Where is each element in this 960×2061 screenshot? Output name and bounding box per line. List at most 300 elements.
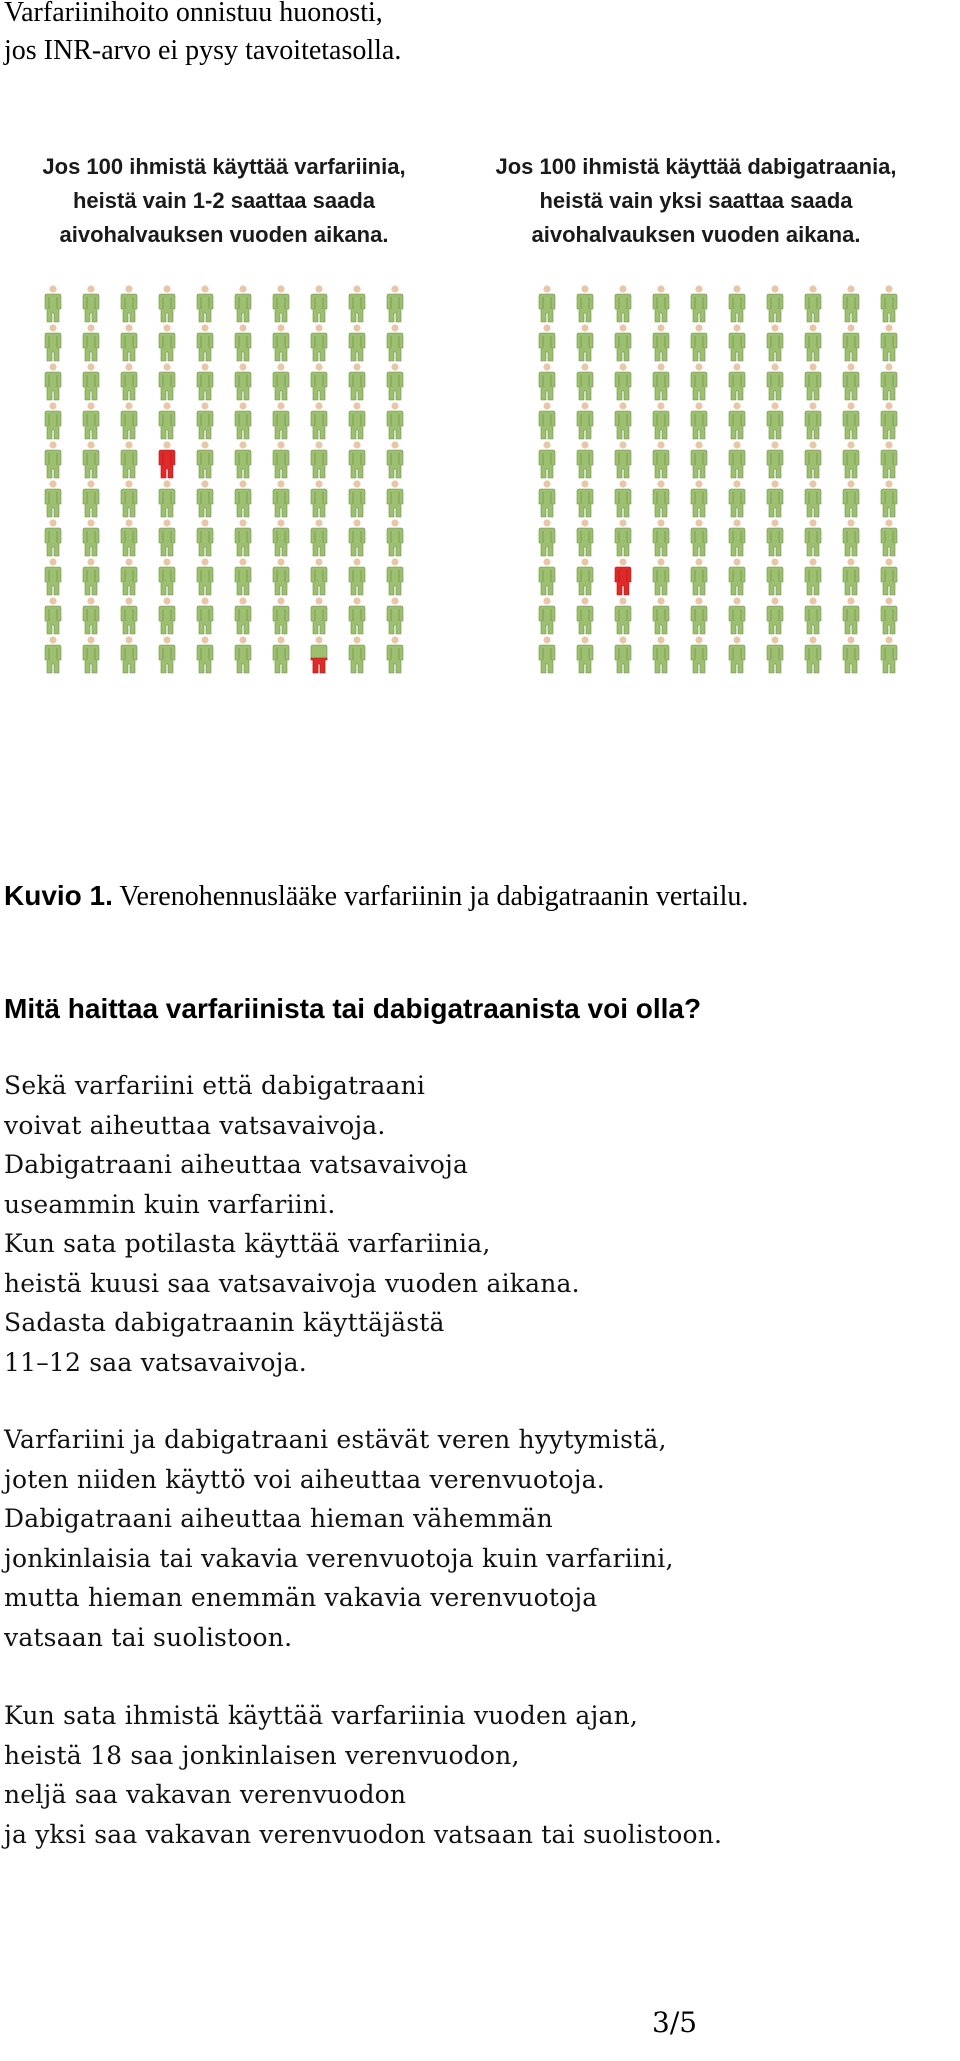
person-icon	[878, 519, 900, 557]
person-icon	[536, 558, 558, 596]
person-icon	[300, 518, 338, 557]
paragraph-line: Varfariini ja dabigatraani estävät veren hyytymistä,	[4, 1425, 667, 1454]
person-icon	[110, 596, 148, 635]
person-icon	[224, 440, 262, 479]
person-icon	[566, 323, 604, 362]
person-icon	[308, 558, 330, 596]
person-icon	[270, 363, 292, 401]
person-icon	[840, 363, 862, 401]
person-icon	[680, 635, 718, 674]
person-icon	[832, 323, 870, 362]
person-icon	[338, 557, 376, 596]
person-icon	[794, 440, 832, 479]
person-icon	[566, 479, 604, 518]
person-icon	[42, 597, 64, 635]
person-icon	[612, 285, 634, 323]
person-icon	[726, 519, 748, 557]
person-icon	[840, 441, 862, 479]
person-icon	[42, 636, 64, 674]
person-icon	[756, 284, 794, 323]
person-icon	[870, 323, 908, 362]
person-icon	[718, 557, 756, 596]
person-icon	[650, 402, 672, 440]
person-icon	[156, 324, 178, 362]
person-icon	[802, 597, 824, 635]
person-icon	[642, 635, 680, 674]
person-icon	[726, 441, 748, 479]
person-icon	[262, 635, 300, 674]
person-icon	[232, 519, 254, 557]
person-icon	[338, 362, 376, 401]
person-icon	[80, 597, 102, 635]
person-icon	[80, 558, 102, 596]
paragraph-line: ja yksi saa vakavan verenvuodon vatsaan tai suolistoon.	[4, 1819, 723, 1849]
person-icon	[688, 480, 710, 518]
person-icon	[528, 596, 566, 635]
person-icon	[794, 362, 832, 401]
person-icon	[870, 401, 908, 440]
person-icon	[642, 401, 680, 440]
person-icon	[42, 363, 64, 401]
person-icon	[118, 558, 140, 596]
left-figure-caption	[4, 150, 444, 252]
paragraph-line: useammin kuin varfariini.	[4, 1189, 336, 1219]
person-icon	[376, 401, 414, 440]
person-icon	[726, 636, 748, 674]
person-icon	[384, 519, 406, 557]
person-icon	[156, 558, 178, 596]
person-icon	[650, 363, 672, 401]
person-icon	[802, 285, 824, 323]
person-icon	[224, 284, 262, 323]
person-icon	[42, 441, 64, 479]
person-icon	[604, 284, 642, 323]
person-icon	[384, 597, 406, 635]
person-icon	[384, 558, 406, 596]
person-icon	[566, 362, 604, 401]
person-icon	[300, 401, 338, 440]
person-icon	[878, 285, 900, 323]
person-icon	[270, 402, 292, 440]
person-icon	[72, 518, 110, 557]
person-icon	[34, 596, 72, 635]
person-icon	[270, 597, 292, 635]
person-icon	[80, 402, 102, 440]
person-icon	[832, 362, 870, 401]
person-icon	[536, 285, 558, 323]
person-icon	[718, 596, 756, 635]
person-icon	[72, 362, 110, 401]
person-icon	[186, 323, 224, 362]
person-icon	[870, 362, 908, 401]
person-icon	[42, 324, 64, 362]
person-icon	[270, 636, 292, 674]
person-icon	[574, 285, 596, 323]
person-icon	[802, 363, 824, 401]
person-icon	[764, 285, 786, 323]
person-icon	[726, 285, 748, 323]
person-icon	[156, 285, 178, 323]
person-icon	[186, 635, 224, 674]
person-icon	[680, 401, 718, 440]
paragraph-line: neljä saa vakavan verenvuodon	[4, 1780, 407, 1809]
person-icon	[832, 635, 870, 674]
person-icon	[42, 402, 64, 440]
person-icon	[650, 636, 672, 674]
person-icon	[794, 401, 832, 440]
person-icon	[688, 402, 710, 440]
person-icon	[376, 479, 414, 518]
person-icon	[612, 441, 634, 479]
person-icon	[604, 479, 642, 518]
person-icon	[680, 323, 718, 362]
person-icon	[574, 402, 596, 440]
person-icon	[764, 441, 786, 479]
person-icon	[642, 362, 680, 401]
person-icon	[110, 401, 148, 440]
person-icon	[262, 362, 300, 401]
person-icon	[756, 479, 794, 518]
person-icon	[194, 480, 216, 518]
person-icon	[688, 324, 710, 362]
person-icon	[148, 284, 186, 323]
affected-person-icon	[300, 635, 338, 674]
paragraph-line: heistä 18 saa jonkinlaisen verenvuodon,	[4, 1740, 520, 1770]
person-icon	[346, 441, 368, 479]
person-icon	[42, 285, 64, 323]
person-icon	[118, 441, 140, 479]
person-icon	[680, 479, 718, 518]
person-icon	[194, 441, 216, 479]
person-icon	[840, 324, 862, 362]
person-icon	[300, 596, 338, 635]
person-icon	[756, 362, 794, 401]
person-icon	[232, 480, 254, 518]
person-icon	[232, 441, 254, 479]
person-icon	[224, 401, 262, 440]
person-icon	[528, 401, 566, 440]
figure-caption-text: Verenohennuslääke varfariinin ja dabigatraanin vertailu.	[112, 881, 749, 912]
person-icon	[80, 441, 102, 479]
person-icon	[528, 518, 566, 557]
person-icon	[574, 558, 596, 596]
person-icon	[566, 557, 604, 596]
person-icon	[726, 363, 748, 401]
person-icon	[346, 558, 368, 596]
person-icon	[566, 635, 604, 674]
person-icon	[42, 519, 64, 557]
person-icon	[308, 324, 330, 362]
paragraph-line: Dabigatraani aiheuttaa vatsavaivoja	[4, 1150, 469, 1179]
person-icon	[840, 285, 862, 323]
person-icon	[110, 440, 148, 479]
person-icon	[528, 440, 566, 479]
person-icon	[764, 519, 786, 557]
person-icon	[338, 401, 376, 440]
paragraph-line: mutta hieman enemmän vakavia verenvuotoja	[4, 1583, 598, 1612]
person-icon	[384, 480, 406, 518]
person-icon	[110, 557, 148, 596]
person-icon	[688, 285, 710, 323]
person-icon	[756, 557, 794, 596]
paragraph-line: vatsaan tai suolistoon.	[4, 1622, 293, 1652]
caption-line: heistä vain yksi saattaa saada	[539, 188, 853, 213]
person-icon	[118, 285, 140, 323]
person-icon	[764, 363, 786, 401]
person-icon	[528, 557, 566, 596]
person-icon	[148, 362, 186, 401]
person-icon	[612, 636, 634, 674]
person-icon	[878, 324, 900, 362]
person-icon	[528, 479, 566, 518]
person-icon	[536, 441, 558, 479]
person-icon	[338, 635, 376, 674]
person-icon	[80, 636, 102, 674]
person-icon	[346, 519, 368, 557]
person-icon	[384, 285, 406, 323]
person-icon	[156, 636, 178, 674]
person-icon	[224, 362, 262, 401]
person-icon	[110, 362, 148, 401]
person-icon	[308, 363, 330, 401]
page-number: 3/5	[652, 2006, 698, 2039]
person-icon	[270, 285, 292, 323]
person-icon	[72, 479, 110, 518]
person-icon	[34, 440, 72, 479]
person-icon	[574, 636, 596, 674]
person-icon	[194, 402, 216, 440]
person-icon	[156, 363, 178, 401]
person-icon	[528, 323, 566, 362]
person-icon	[878, 402, 900, 440]
person-icon	[194, 324, 216, 362]
person-icon	[34, 284, 72, 323]
person-icon	[270, 441, 292, 479]
person-icon	[878, 597, 900, 635]
person-icon	[794, 596, 832, 635]
person-icon	[156, 441, 178, 479]
caption-line: aivohalvauksen vuoden aikana.	[59, 222, 389, 247]
person-icon	[186, 596, 224, 635]
affected-person-icon	[148, 440, 186, 479]
person-icon	[650, 324, 672, 362]
person-icon	[232, 363, 254, 401]
person-icon	[376, 596, 414, 635]
person-icon	[840, 636, 862, 674]
person-icon	[680, 362, 718, 401]
person-icon	[832, 401, 870, 440]
person-icon	[308, 519, 330, 557]
person-icon	[612, 558, 634, 596]
person-icon	[262, 401, 300, 440]
intro-text	[4, 0, 401, 70]
person-icon	[308, 480, 330, 518]
person-icon	[110, 518, 148, 557]
person-icon	[604, 635, 642, 674]
person-icon	[870, 557, 908, 596]
person-icon	[384, 363, 406, 401]
person-icon	[878, 363, 900, 401]
person-icon	[384, 636, 406, 674]
person-icon	[756, 440, 794, 479]
affected-person-icon	[604, 557, 642, 596]
person-icon	[186, 479, 224, 518]
person-icon	[34, 479, 72, 518]
person-icon	[650, 285, 672, 323]
person-icon	[186, 284, 224, 323]
person-icon	[612, 597, 634, 635]
person-icon	[650, 597, 672, 635]
person-icon	[764, 402, 786, 440]
person-icon	[870, 596, 908, 635]
paragraph-line: Kun sata potilasta käyttää varfariinia,	[4, 1229, 491, 1258]
person-icon	[300, 362, 338, 401]
person-icon	[80, 324, 102, 362]
person-icon	[870, 479, 908, 518]
person-icon	[726, 558, 748, 596]
person-icon	[688, 636, 710, 674]
person-icon	[300, 557, 338, 596]
person-icon	[72, 401, 110, 440]
person-icon	[764, 558, 786, 596]
person-icon	[642, 440, 680, 479]
person-icon	[574, 597, 596, 635]
person-icon	[642, 557, 680, 596]
person-icon	[224, 557, 262, 596]
person-icon	[566, 401, 604, 440]
person-icon	[718, 401, 756, 440]
person-icon	[194, 519, 216, 557]
paragraph-line: jonkinlaisia tai vakavia verenvuotoja kuin varfariini,	[4, 1543, 674, 1573]
person-icon	[680, 557, 718, 596]
warfarin-people-grid	[34, 284, 414, 674]
person-icon	[338, 284, 376, 323]
person-icon	[148, 518, 186, 557]
person-icon	[148, 557, 186, 596]
person-icon	[300, 479, 338, 518]
person-icon	[642, 596, 680, 635]
person-icon	[300, 284, 338, 323]
caption-line: aivohalvauksen vuoden aikana.	[531, 222, 861, 247]
person-icon	[650, 480, 672, 518]
person-icon	[726, 324, 748, 362]
person-icon	[756, 635, 794, 674]
person-icon	[832, 440, 870, 479]
person-icon	[270, 519, 292, 557]
person-icon	[878, 480, 900, 518]
person-icon	[802, 636, 824, 674]
person-icon	[224, 596, 262, 635]
person-icon	[270, 558, 292, 596]
person-icon	[536, 636, 558, 674]
person-icon	[840, 519, 862, 557]
person-icon	[680, 596, 718, 635]
person-icon	[612, 324, 634, 362]
person-icon	[156, 519, 178, 557]
person-icon	[186, 362, 224, 401]
person-icon	[726, 480, 748, 518]
person-icon	[718, 635, 756, 674]
person-icon	[376, 440, 414, 479]
person-icon	[574, 441, 596, 479]
person-icon	[802, 558, 824, 596]
person-icon	[148, 401, 186, 440]
person-icon	[338, 596, 376, 635]
person-icon	[756, 596, 794, 635]
person-icon	[308, 597, 330, 635]
person-icon	[840, 480, 862, 518]
person-icon	[612, 519, 634, 557]
person-icon	[156, 480, 178, 518]
person-icon	[574, 480, 596, 518]
person-icon	[650, 519, 672, 557]
person-icon	[262, 323, 300, 362]
person-icon	[262, 440, 300, 479]
person-icon	[376, 362, 414, 401]
person-icon	[308, 636, 330, 674]
person-icon	[832, 284, 870, 323]
person-icon	[794, 518, 832, 557]
person-icon	[72, 284, 110, 323]
person-icon	[376, 518, 414, 557]
person-icon	[566, 284, 604, 323]
person-icon	[718, 479, 756, 518]
person-icon	[718, 362, 756, 401]
person-icon	[376, 323, 414, 362]
person-icon	[650, 441, 672, 479]
person-icon	[346, 480, 368, 518]
person-icon	[536, 519, 558, 557]
person-icon	[832, 479, 870, 518]
paragraph-line: voivat aiheuttaa vatsavaivoja.	[4, 1110, 386, 1140]
person-icon	[232, 636, 254, 674]
person-icon	[346, 402, 368, 440]
person-icon	[224, 479, 262, 518]
person-icon	[80, 519, 102, 557]
person-icon	[194, 363, 216, 401]
person-icon	[718, 440, 756, 479]
person-icon	[680, 440, 718, 479]
person-icon	[604, 596, 642, 635]
person-icon	[232, 558, 254, 596]
person-icon	[642, 479, 680, 518]
person-icon	[650, 558, 672, 596]
person-icon	[262, 596, 300, 635]
person-icon	[536, 363, 558, 401]
person-icon	[346, 324, 368, 362]
person-icon	[718, 518, 756, 557]
figure-caption	[4, 880, 748, 913]
person-icon	[80, 480, 102, 518]
person-icon	[688, 441, 710, 479]
person-icon	[764, 636, 786, 674]
person-icon	[262, 284, 300, 323]
person-icon	[688, 597, 710, 635]
person-icon	[262, 518, 300, 557]
person-icon	[148, 596, 186, 635]
person-icon	[384, 402, 406, 440]
person-icon	[612, 402, 634, 440]
person-icon	[726, 402, 748, 440]
figure-caption-label: Kuvio 1.	[4, 880, 113, 911]
person-icon	[80, 285, 102, 323]
person-icon	[718, 323, 756, 362]
person-icon	[346, 363, 368, 401]
person-icon	[604, 440, 642, 479]
person-icon	[156, 597, 178, 635]
paragraph-line: Dabigatraani aiheuttaa hieman vähemmän	[4, 1504, 553, 1533]
person-icon	[118, 363, 140, 401]
